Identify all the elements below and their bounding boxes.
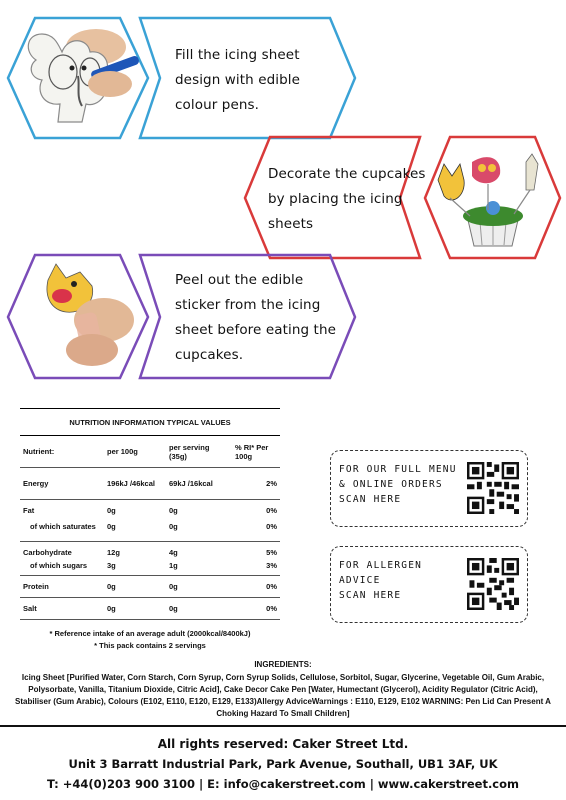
menu-qr-line: FOR OUR FULL MENU (339, 464, 457, 475)
nutrition-note-2: * This pack contains 2 servings (94, 641, 206, 650)
footer-contact: T: +44(0)203 900 3100 | E: info@cakerstreet.com | www.cakerstreet.com (46, 777, 520, 791)
per100-cell: 0g (104, 517, 166, 541)
nutrient-cell: Carbohydrate (23, 547, 72, 557)
header-per100: per 100g (104, 436, 166, 468)
table-row (20, 597, 280, 619)
step-2-line: by placing the icing (268, 191, 403, 207)
menu-qr-text (339, 462, 457, 507)
nutrient-cell: Fat (23, 506, 35, 515)
allergen-qr-line: ADVICE (339, 575, 381, 586)
table-row (20, 468, 280, 500)
header-nutrient: Nutrient: (20, 436, 104, 468)
per100-cell: 3g (104, 559, 166, 576)
allergen-qr-line: FOR ALLERGEN (339, 560, 423, 571)
serving-cell: 1g (166, 559, 232, 576)
step-2-line: Decorate the cupcakes (268, 166, 426, 182)
ri-cell: 0% (266, 506, 277, 515)
allergen-qr-line: SCAN HERE (339, 590, 402, 601)
menu-qr-line: SCAN HERE (339, 494, 402, 505)
header-ri: % RI* Per 100g (232, 436, 280, 468)
per100-cell: 12g (107, 547, 120, 557)
ingredients-heading: INGREDIENTS: (254, 660, 312, 669)
ri-cell: 0% (232, 597, 280, 619)
footer-copyright: All rights reserved: Caker Street Ltd. (157, 737, 409, 751)
ri-cell: 0% (232, 575, 280, 597)
step-3-line: sheet before eating the (175, 322, 337, 338)
per100-cell: 0g (107, 506, 116, 515)
allergen-qr-card[interactable] (330, 546, 528, 623)
step-3-image (22, 258, 142, 375)
step-3-line: sticker from the icing (175, 297, 321, 313)
step-1-line: colour pens. (175, 97, 260, 113)
table-row (20, 500, 280, 518)
nutrition-note-1: * Reference intake of an average adult (2000kcal/8400kJ) (49, 629, 251, 638)
nutrient-cell: Salt (20, 597, 104, 619)
serving-cell: 0g (169, 506, 178, 515)
serving-cell: 0g (166, 517, 232, 541)
nutrient-cell: Protein (20, 575, 104, 597)
nutrient-cell: Energy (20, 468, 104, 500)
ri-cell: 0% (232, 517, 280, 541)
header-serving: per serving (35g) (166, 436, 232, 468)
nutrient-cell: of which saturates (20, 517, 104, 541)
nutrient-cell: of which sugars (20, 559, 104, 576)
per100-cell: 196kJ /46kcal (104, 468, 166, 500)
step-3-line: Peel out the edible (175, 272, 304, 288)
serving-cell: 0g (166, 597, 232, 619)
table-row (20, 541, 280, 559)
step-3-line: cupcakes. (175, 347, 244, 363)
menu-qr-card[interactable] (330, 450, 528, 527)
table-row (20, 517, 280, 541)
ri-cell: 3% (232, 559, 280, 576)
step-3-text (175, 268, 336, 368)
menu-qr-code-icon[interactable] (467, 462, 519, 514)
allergen-qr-text (339, 558, 422, 603)
allergen-qr-code-icon[interactable] (467, 558, 519, 610)
nutrition-table (20, 408, 280, 620)
ingredients-text: Icing Sheet [Purified Water, Corn Starch, Corn Syrup, Corn Syrup Solids, Cellulose, Sorbitol, Sugar, Glycerine, Vegetable Oil, Gum Arabic, Polysorbate, Vanilla, Titanium Dioxide, Citric Acid], Cake Decor Cake Pen [Water, Humectant (Glycerol), Acidity Regulator (Citric Acid), Stabiliser (Gum Arabic), Colours (E102, E110, E120, E129, E133)Allergy AdviceWarnings : E110, E129, E102 WARNING: Pen Lid Can Present A Choking Hazard To Small Children] (15, 673, 551, 718)
table-row (20, 559, 280, 576)
nutrition-title: NUTRITION INFORMATION TYPICAL VALUES (20, 409, 280, 436)
step-1-line: Fill the icing sheet (175, 47, 300, 63)
menu-qr-line: & ONLINE ORDERS (339, 479, 443, 490)
ri-cell: 2% (232, 468, 280, 500)
table-row (20, 575, 280, 597)
footer-address: Unit 3 Barratt Industrial Park, Park Avenue, Southall, UB1 3AF, UK (68, 757, 498, 771)
serving-cell: 0g (166, 575, 232, 597)
per100-cell: 0g (104, 597, 166, 619)
ri-cell: 5% (266, 547, 277, 557)
step-2-line: sheets (268, 216, 314, 232)
step-1-line: design with edible (175, 72, 301, 88)
serving-cell: 69kJ /16kcal (166, 468, 232, 500)
footer-divider (0, 725, 566, 727)
per100-cell: 0g (104, 575, 166, 597)
serving-cell: 4g (169, 547, 178, 557)
